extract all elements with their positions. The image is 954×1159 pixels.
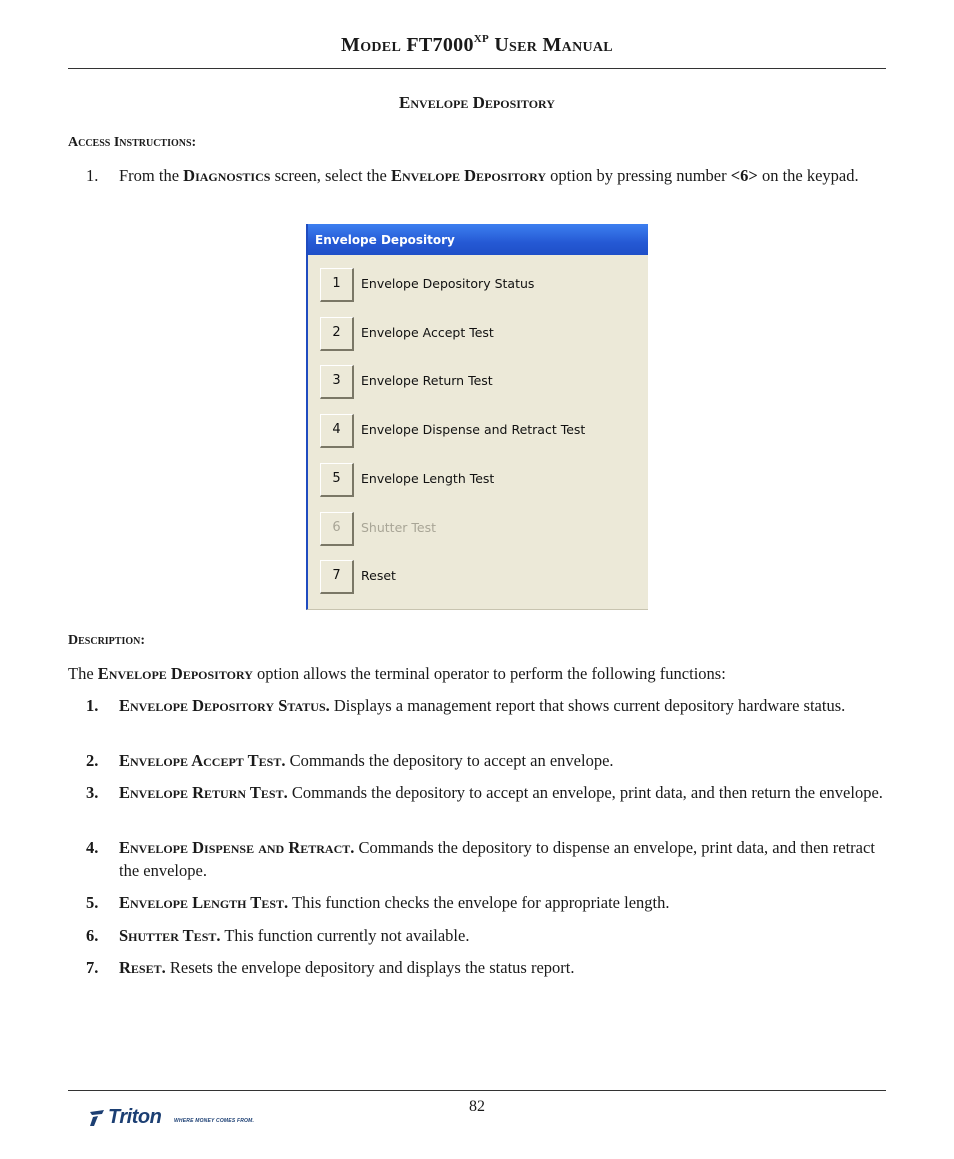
step-text-a: From the xyxy=(119,166,184,185)
list-text-4: Commands the depository to dispense an envelope, print data, and then retract the envelope. xyxy=(119,838,875,880)
intro-a: The xyxy=(68,664,98,683)
list-item-1 xyxy=(119,694,887,717)
option-row-1[interactable] xyxy=(320,268,640,302)
list-term-6: Shutter Test. xyxy=(119,926,221,945)
access-step-text xyxy=(119,164,887,187)
dialog-titlebar: Envelope Depository xyxy=(308,224,648,255)
list-item-3 xyxy=(119,781,887,804)
logo-tagline: WHERE MONEY COMES FROM. xyxy=(174,1118,255,1124)
intro-term: Envelope Depository xyxy=(97,664,253,683)
list-term-3: Envelope Return Test. xyxy=(119,783,288,802)
step-number: 1. xyxy=(86,166,99,185)
intro-c: option allows the terminal operator to perform the following functions: xyxy=(252,664,726,683)
option-button-7[interactable]: 7 xyxy=(320,560,354,594)
option-label-6: Shutter Test xyxy=(361,520,436,535)
option-row-2[interactable] xyxy=(320,317,640,351)
list-text-7: Resets the envelope depository and displays the status report. xyxy=(165,958,575,977)
description-intro xyxy=(68,662,887,685)
step-text-e: option by pressing number xyxy=(546,166,731,185)
list-text-5: This function checks the envelope for appropriate length. xyxy=(288,893,670,912)
option-label-2: Envelope Accept Test xyxy=(361,325,494,340)
page-number: 82 xyxy=(469,1098,485,1115)
header-title-sup: XP xyxy=(473,33,490,45)
option-button-3[interactable]: 3 xyxy=(320,365,354,399)
option-button-2[interactable]: 2 xyxy=(320,317,354,351)
list-number-3: 3. xyxy=(86,783,99,802)
description-heading: Description: xyxy=(68,633,146,648)
step-text-c: screen, select the xyxy=(270,166,391,185)
option-label-7: Reset xyxy=(361,568,396,583)
option-row-6 xyxy=(320,512,640,546)
list-text-1: Displays a management report that shows current depository hardware status. xyxy=(329,696,846,715)
list-text-2: Commands the depository to accept an envelope. xyxy=(285,751,614,770)
list-number-5: 5. xyxy=(86,893,99,912)
option-row-3[interactable] xyxy=(320,365,640,399)
step-text-g: on the keypad. xyxy=(757,166,859,185)
header-title-main: Model FT7000 xyxy=(341,34,474,56)
step-text-diagnostics: Diagnostics xyxy=(183,166,271,185)
list-text-6: This function currently not available. xyxy=(220,926,470,945)
list-term-1: Envelope Depository Status. xyxy=(119,696,330,715)
option-label-3: Envelope Return Test xyxy=(361,373,493,388)
header-title-tail: User Manual xyxy=(489,34,613,56)
option-label-1: Envelope Depository Status xyxy=(361,276,535,291)
header-rule xyxy=(68,68,886,69)
access-heading: Access Instructions: xyxy=(68,135,197,150)
section-title: Envelope Depository xyxy=(399,93,555,112)
footer-rule xyxy=(68,1090,886,1091)
option-button-1[interactable]: 1 xyxy=(320,268,354,302)
list-number-2: 2. xyxy=(86,751,99,770)
logo-wordmark: Triton xyxy=(108,1106,162,1128)
list-term-7: Reset. xyxy=(119,958,166,977)
list-term-5: Envelope Length Test. xyxy=(119,893,289,912)
header-title xyxy=(0,33,954,57)
step-text-envelope-depository: Envelope Depository xyxy=(390,166,547,185)
envelope-depository-dialog xyxy=(306,224,648,610)
list-number-4: 4. xyxy=(86,838,99,857)
list-item-6 xyxy=(119,924,887,947)
option-button-4[interactable]: 4 xyxy=(320,414,354,448)
option-row-5[interactable] xyxy=(320,463,640,497)
list-item-4 xyxy=(119,836,887,882)
list-number-7: 7. xyxy=(86,958,99,977)
step-text-key: <6> xyxy=(730,166,758,185)
list-item-2 xyxy=(119,749,887,772)
list-number-1: 1. xyxy=(86,696,99,715)
list-term-4: Envelope Dispense and Retract. xyxy=(119,838,355,857)
option-row-4[interactable] xyxy=(320,414,640,448)
list-item-7 xyxy=(119,956,887,979)
triton-logo-icon xyxy=(88,1108,106,1128)
list-text-3: Commands the depository to accept an envelope, print data, and then return the envelope. xyxy=(287,783,883,802)
list-term-2: Envelope Accept Test. xyxy=(119,751,286,770)
option-label-5: Envelope Length Test xyxy=(361,471,495,486)
list-number-6: 6. xyxy=(86,926,99,945)
option-button-5[interactable]: 5 xyxy=(320,463,354,497)
option-label-4: Envelope Dispense and Retract Test xyxy=(361,422,586,437)
list-item-5 xyxy=(119,891,887,914)
triton-logo xyxy=(88,1106,258,1132)
option-row-7[interactable] xyxy=(320,560,640,594)
option-button-6: 6 xyxy=(320,512,354,546)
